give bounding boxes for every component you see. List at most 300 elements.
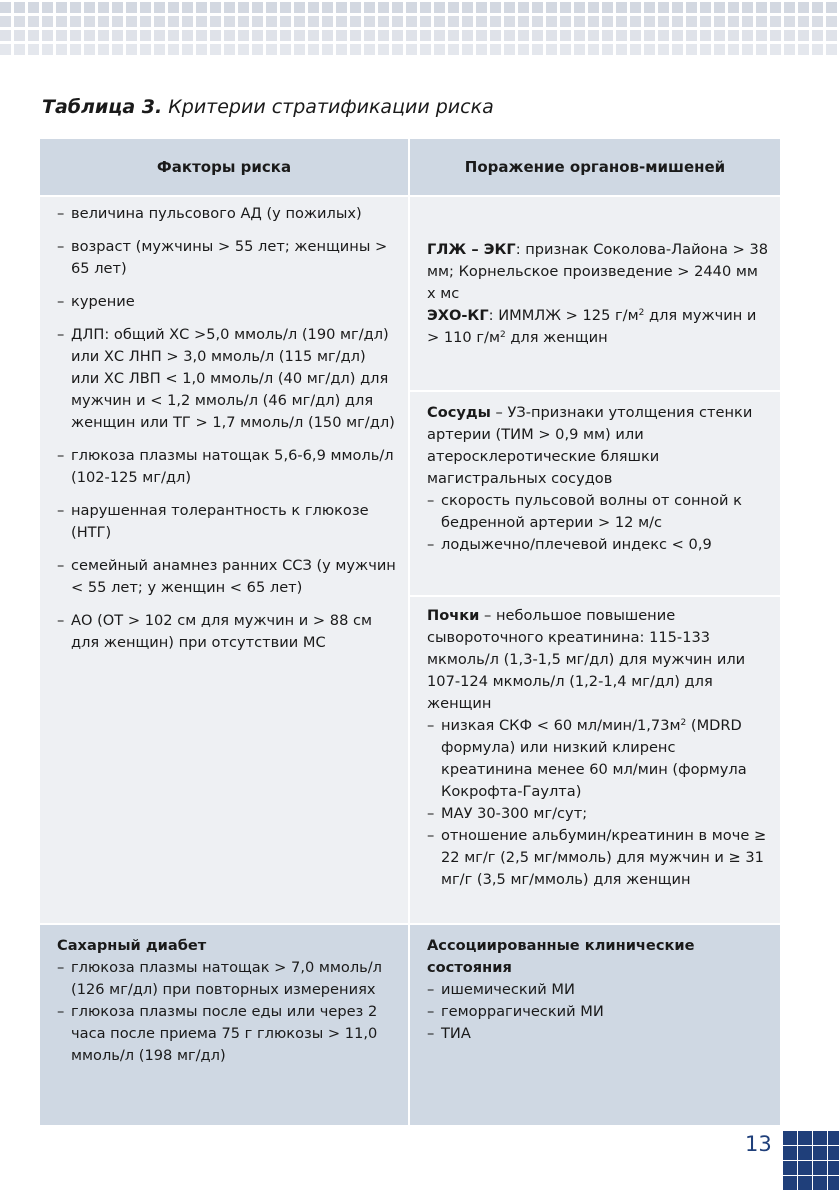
grid-square <box>252 44 263 55</box>
corner-grid-square <box>828 1161 839 1175</box>
grid-square <box>574 44 585 55</box>
heart-cell <box>409 196 781 391</box>
grid-square <box>112 44 123 55</box>
grid-square <box>126 44 137 55</box>
gfr-text-1: низкая СКФ < 60 мл/мин/1,73м <box>441 717 681 734</box>
top-decorative-grid <box>0 0 839 58</box>
corner-grid-square <box>783 1176 797 1190</box>
grid-square <box>630 30 641 41</box>
grid-square <box>714 2 725 13</box>
list-item: – курение <box>57 291 398 313</box>
header-target-organs: Поражение органов-мишеней <box>409 139 781 196</box>
grid-square <box>0 2 11 13</box>
grid-square <box>742 2 753 13</box>
grid-square <box>812 16 823 27</box>
diabetes-title: Сахарный диабет <box>57 937 207 954</box>
grid-square <box>504 2 515 13</box>
grid-square <box>784 44 795 55</box>
grid-square <box>238 30 249 41</box>
grid-square <box>588 16 599 27</box>
grid-square <box>700 44 711 55</box>
kidneys-label: Почки <box>427 607 480 624</box>
grid-square <box>546 16 557 27</box>
grid-square <box>308 2 319 13</box>
grid-square <box>0 30 11 41</box>
grid-square <box>434 30 445 41</box>
grid-square <box>714 44 725 55</box>
grid-square <box>154 16 165 27</box>
grid-square <box>224 2 235 13</box>
grid-square <box>98 16 109 27</box>
grid-square <box>168 16 179 27</box>
grid-square <box>140 30 151 41</box>
grid-square <box>518 44 529 55</box>
grid-square <box>420 2 431 13</box>
grid-square <box>56 30 67 41</box>
grid-square <box>336 30 347 41</box>
grid-square <box>560 44 571 55</box>
grid-square <box>602 2 613 13</box>
grid-square <box>574 30 585 41</box>
grid-square <box>322 44 333 55</box>
grid-square <box>154 2 165 13</box>
corner-grid-square <box>813 1131 827 1145</box>
list-item <box>427 715 770 803</box>
grid-square <box>658 16 669 27</box>
corner-decorative-grid <box>783 1131 839 1190</box>
grid-square <box>462 44 473 55</box>
grid-square <box>224 30 235 41</box>
grid-square <box>476 16 487 27</box>
grid-square <box>476 2 487 13</box>
grid-square <box>0 44 11 55</box>
grid-square <box>490 44 501 55</box>
grid-square <box>406 30 417 41</box>
grid-square <box>238 44 249 55</box>
grid-square <box>448 2 459 13</box>
grid-square <box>784 16 795 27</box>
list-item: – глюкоза плазмы натощак 5,6-6,9 ммоль/л (102-125 мг/дл) <box>57 445 398 489</box>
grid-square <box>686 44 697 55</box>
grid-square <box>462 30 473 41</box>
grid-square <box>476 30 487 41</box>
grid-square <box>686 2 697 13</box>
grid-square <box>336 44 347 55</box>
grid-square <box>378 30 389 41</box>
page-number: 13 <box>745 1132 772 1156</box>
grid-square <box>756 16 767 27</box>
grid-square <box>322 30 333 41</box>
grid-square <box>350 2 361 13</box>
grid-square <box>826 16 837 27</box>
grid-square <box>308 44 319 55</box>
grid-square <box>574 2 585 13</box>
grid-square <box>294 16 305 27</box>
associated-conditions-cell <box>409 924 781 1126</box>
echo-text-3: для женщин <box>505 328 608 346</box>
grid-square <box>98 44 109 55</box>
grid-square <box>378 44 389 55</box>
grid-square <box>728 2 739 13</box>
echo-sup-2: 2 <box>499 329 506 340</box>
grid-square <box>252 2 263 13</box>
grid-square <box>84 2 95 13</box>
grid-square <box>658 30 669 41</box>
grid-square <box>196 44 207 55</box>
kidneys-paragraph <box>427 605 770 715</box>
grid-square <box>546 44 557 55</box>
grid-square <box>728 16 739 27</box>
grid-square <box>56 44 67 55</box>
header-risk-factors: Факторы риска <box>40 139 409 196</box>
grid-square <box>602 30 613 41</box>
kidneys-cell <box>409 596 781 924</box>
grid-square <box>476 44 487 55</box>
caption-label: Таблица 3. <box>42 96 163 118</box>
vessels-text: – УЗ-признаки утолщения стенки артерии (ТИМ > 0,9 мм) или атеросклеротические бляшки магистральных сосудов <box>427 404 753 487</box>
grid-square <box>42 30 53 41</box>
diabetes-cell <box>40 924 409 1126</box>
grid-square <box>336 16 347 27</box>
list-item: – величина пульсового АД (у пожилых) <box>57 203 398 225</box>
grid-square <box>266 44 277 55</box>
grid-square <box>504 30 515 41</box>
grid-square <box>728 30 739 41</box>
list-item: – геморрагический МИ <box>427 1001 770 1023</box>
grid-square <box>42 16 53 27</box>
grid-square <box>602 16 613 27</box>
grid-square <box>518 2 529 13</box>
grid-square <box>672 30 683 41</box>
grid-square <box>112 16 123 27</box>
grid-square <box>490 16 501 27</box>
table-header-row <box>40 139 781 196</box>
grid-square <box>224 44 235 55</box>
grid-square <box>560 16 571 27</box>
grid-square <box>112 2 123 13</box>
grid-square <box>84 30 95 41</box>
grid-square <box>238 2 249 13</box>
grid-square <box>378 16 389 27</box>
grid-square <box>630 2 641 13</box>
grid-square <box>770 2 781 13</box>
grid-square <box>350 30 361 41</box>
list-item: – лодыжечно/плечевой индекс < 0,9 <box>427 534 770 556</box>
grid-square <box>84 16 95 27</box>
grid-square <box>210 2 221 13</box>
grid-square <box>658 44 669 55</box>
grid-square <box>532 2 543 13</box>
grid-square <box>154 30 165 41</box>
grid-square <box>546 2 557 13</box>
grid-square <box>168 44 179 55</box>
risk-factors-cell <box>40 196 409 924</box>
grid-square <box>448 44 459 55</box>
grid-square <box>392 2 403 13</box>
grid-square <box>28 2 39 13</box>
grid-square <box>434 16 445 27</box>
grid-square <box>168 2 179 13</box>
grid-square <box>798 30 809 41</box>
grid-square <box>42 2 53 13</box>
corner-grid-square <box>828 1176 839 1190</box>
grid-square <box>126 2 137 13</box>
grid-square <box>784 2 795 13</box>
grid-square <box>252 16 263 27</box>
grid-square <box>28 44 39 55</box>
grid-square <box>770 30 781 41</box>
grid-square <box>826 30 837 41</box>
list-item: – МАУ 30-300 мг/сут; <box>427 803 770 825</box>
ecg-label: ГЛЖ – ЭКГ <box>427 240 516 258</box>
grid-square <box>658 2 669 13</box>
ecg-text: : признак Соколова-Лайона > 38 мм; Корнельское произведение > 2440 мм х мс <box>427 240 769 302</box>
grid-square <box>742 30 753 41</box>
kidneys-text: – небольшое повышение сывороточного креатинина: 115-133 мкмоль/л (1,3-1,5 мг/дл) для мужчин или 107-124 мкмоль/л (1,2-1,4 мг/дл) для женщин <box>427 607 746 712</box>
grid-square <box>14 2 25 13</box>
grid-square <box>70 16 81 27</box>
grid-square <box>812 44 823 55</box>
grid-square <box>770 16 781 27</box>
grid-square <box>266 2 277 13</box>
grid-square <box>14 16 25 27</box>
grid-square <box>812 2 823 13</box>
list-item: – скорость пульсовой волны от сонной к бедренной артерии > 12 м/с <box>427 490 770 534</box>
grid-square <box>224 16 235 27</box>
grid-square <box>392 16 403 27</box>
list-item: – глюкоза плазмы после еды или через 2 часа после приема 75 г глюкозы > 11,0 ммоль/л (198 мг/дл) <box>57 1001 398 1067</box>
list-item: – возраст (мужчины > 55 лет; женщины > 65 лет) <box>57 236 398 280</box>
grid-square <box>210 16 221 27</box>
grid-square <box>504 44 515 55</box>
grid-square <box>28 30 39 41</box>
grid-square <box>210 30 221 41</box>
grid-square <box>560 30 571 41</box>
grid-square <box>322 16 333 27</box>
grid-square <box>364 30 375 41</box>
grid-square <box>434 44 445 55</box>
grid-square <box>644 44 655 55</box>
grid-square <box>126 30 137 41</box>
grid-square <box>532 30 543 41</box>
echo-sup-1: 2 <box>638 307 645 318</box>
grid-square <box>420 16 431 27</box>
ecg-paragraph <box>427 239 770 305</box>
grid-square <box>280 44 291 55</box>
grid-square <box>742 16 753 27</box>
gfr-sup: 2 <box>680 718 687 728</box>
vessels-cell <box>409 391 781 596</box>
grid-square <box>70 2 81 13</box>
corner-grid-square <box>798 1176 812 1190</box>
grid-square <box>588 30 599 41</box>
corner-grid-square <box>798 1161 812 1175</box>
grid-square <box>266 30 277 41</box>
list-item: – глюкоза плазмы натощак > 7,0 ммоль/л (126 мг/дл) при повторных измерениях <box>57 957 398 1001</box>
grid-square <box>756 44 767 55</box>
grid-square <box>462 16 473 27</box>
grid-square <box>742 44 753 55</box>
grid-square <box>630 44 641 55</box>
table-row <box>40 924 781 1126</box>
grid-square <box>574 16 585 27</box>
gfr-text-2: (MDRD формула) или низкий клиренс креатинина менее 60 мл/мин (формула Кокрофта-Гаулта) <box>441 717 747 800</box>
grid-square <box>196 16 207 27</box>
grid-square <box>56 2 67 13</box>
grid-square <box>98 30 109 41</box>
list-item: – семейный анамнез ранних ССЗ (у мужчин < 55 лет; у женщин < 65 лет) <box>57 555 398 599</box>
grid-square <box>364 16 375 27</box>
corner-grid-square <box>783 1146 797 1160</box>
grid-square <box>532 16 543 27</box>
grid-square <box>210 44 221 55</box>
list-item: – отношение альбумин/креатинин в моче ≥ 22 мг/г (2,5 мг/ммоль) для мужчин и ≥ 31 мг/г (3,5 мг/ммоль) для женщин <box>427 825 770 891</box>
grid-square <box>196 30 207 41</box>
caption-text: Критерии стратификации риска <box>162 96 494 118</box>
grid-square <box>392 44 403 55</box>
grid-square <box>294 44 305 55</box>
grid-square <box>644 30 655 41</box>
grid-square <box>182 2 193 13</box>
corner-grid-square <box>813 1176 827 1190</box>
grid-square <box>560 2 571 13</box>
echo-label: ЭХО-КГ <box>427 306 489 324</box>
grid-square <box>364 2 375 13</box>
grid-square <box>644 2 655 13</box>
grid-square <box>616 44 627 55</box>
list-item: – нарушенная толерантность к глюкозе (НТГ) <box>57 500 398 544</box>
corner-grid-square <box>813 1146 827 1160</box>
corner-grid-square <box>813 1161 827 1175</box>
grid-square <box>182 16 193 27</box>
grid-square <box>252 30 263 41</box>
grid-square <box>350 16 361 27</box>
grid-square <box>70 44 81 55</box>
corner-grid-square <box>828 1146 839 1160</box>
grid-square <box>672 2 683 13</box>
grid-square <box>420 44 431 55</box>
grid-square <box>14 44 25 55</box>
grid-square <box>406 44 417 55</box>
grid-square <box>784 30 795 41</box>
grid-square <box>350 44 361 55</box>
grid-square <box>308 30 319 41</box>
grid-square <box>280 30 291 41</box>
grid-square <box>378 2 389 13</box>
grid-square <box>490 30 501 41</box>
list-item: – АО (ОТ > 102 см для мужчин и > 88 см для женщин) при отсутствии МС <box>57 610 398 654</box>
grid-square <box>182 44 193 55</box>
corner-grid-square <box>783 1131 797 1145</box>
grid-square <box>462 2 473 13</box>
echo-text-1: : ИММЛЖ > 125 г/м <box>488 306 639 324</box>
grid-square <box>140 16 151 27</box>
grid-square <box>364 44 375 55</box>
grid-square <box>406 2 417 13</box>
grid-square <box>714 16 725 27</box>
grid-square <box>182 30 193 41</box>
echo-paragraph <box>427 305 770 349</box>
grid-square <box>266 16 277 27</box>
grid-square <box>672 44 683 55</box>
grid-square <box>616 2 627 13</box>
grid-square <box>546 30 557 41</box>
grid-square <box>504 16 515 27</box>
echo-text-2: для мужчин и > 110 г/м <box>427 306 757 346</box>
grid-square <box>518 30 529 41</box>
grid-square <box>518 16 529 27</box>
grid-square <box>336 2 347 13</box>
grid-square <box>126 16 137 27</box>
associated-title: Ассоциированные клинические состояния <box>427 937 695 976</box>
grid-square <box>686 30 697 41</box>
grid-square <box>616 30 627 41</box>
list-item: – ДЛП: общий ХС >5,0 ммоль/л (190 мг/дл) или ХС ЛНП > 3,0 ммоль/л (115 мг/дл) или ХС ЛВП < 1,0 ммоль/л (40 мг/дл) для мужчин и < 1,2 ммоль/л (46 мг/дл) для женщин или ТГ > 1,7 ммоль/л (150 мг/дл) <box>57 324 398 434</box>
grid-square <box>686 16 697 27</box>
grid-square <box>238 16 249 27</box>
grid-square <box>588 2 599 13</box>
list-item: – ТИА <box>427 1023 770 1045</box>
grid-square <box>798 16 809 27</box>
grid-square <box>168 30 179 41</box>
grid-square <box>798 44 809 55</box>
grid-square <box>756 30 767 41</box>
grid-square <box>616 16 627 27</box>
grid-square <box>798 2 809 13</box>
grid-square <box>700 2 711 13</box>
grid-square <box>602 44 613 55</box>
grid-square <box>14 30 25 41</box>
grid-square <box>490 2 501 13</box>
grid-square <box>770 44 781 55</box>
grid-square <box>140 44 151 55</box>
grid-square <box>28 16 39 27</box>
corner-grid-square <box>783 1161 797 1175</box>
grid-square <box>280 2 291 13</box>
grid-square <box>630 16 641 27</box>
grid-square <box>406 16 417 27</box>
grid-square <box>588 44 599 55</box>
list-item: – ишемический МИ <box>427 979 770 1001</box>
grid-square <box>322 2 333 13</box>
grid-square <box>140 2 151 13</box>
grid-square <box>700 30 711 41</box>
grid-square <box>308 16 319 27</box>
grid-square <box>448 16 459 27</box>
grid-square <box>672 16 683 27</box>
corner-grid-square <box>798 1131 812 1145</box>
grid-square <box>98 2 109 13</box>
grid-square <box>700 16 711 27</box>
grid-square <box>196 2 207 13</box>
grid-square <box>392 30 403 41</box>
grid-square <box>826 2 837 13</box>
vessels-label: Сосуды <box>427 404 491 421</box>
grid-square <box>70 30 81 41</box>
grid-square <box>826 44 837 55</box>
grid-square <box>56 16 67 27</box>
corner-grid-square <box>798 1146 812 1160</box>
grid-square <box>42 44 53 55</box>
grid-square <box>420 30 431 41</box>
grid-square <box>434 2 445 13</box>
grid-square <box>294 2 305 13</box>
grid-square <box>112 30 123 41</box>
grid-square <box>532 44 543 55</box>
grid-square <box>728 44 739 55</box>
grid-square <box>644 16 655 27</box>
corner-grid-square <box>828 1131 839 1145</box>
